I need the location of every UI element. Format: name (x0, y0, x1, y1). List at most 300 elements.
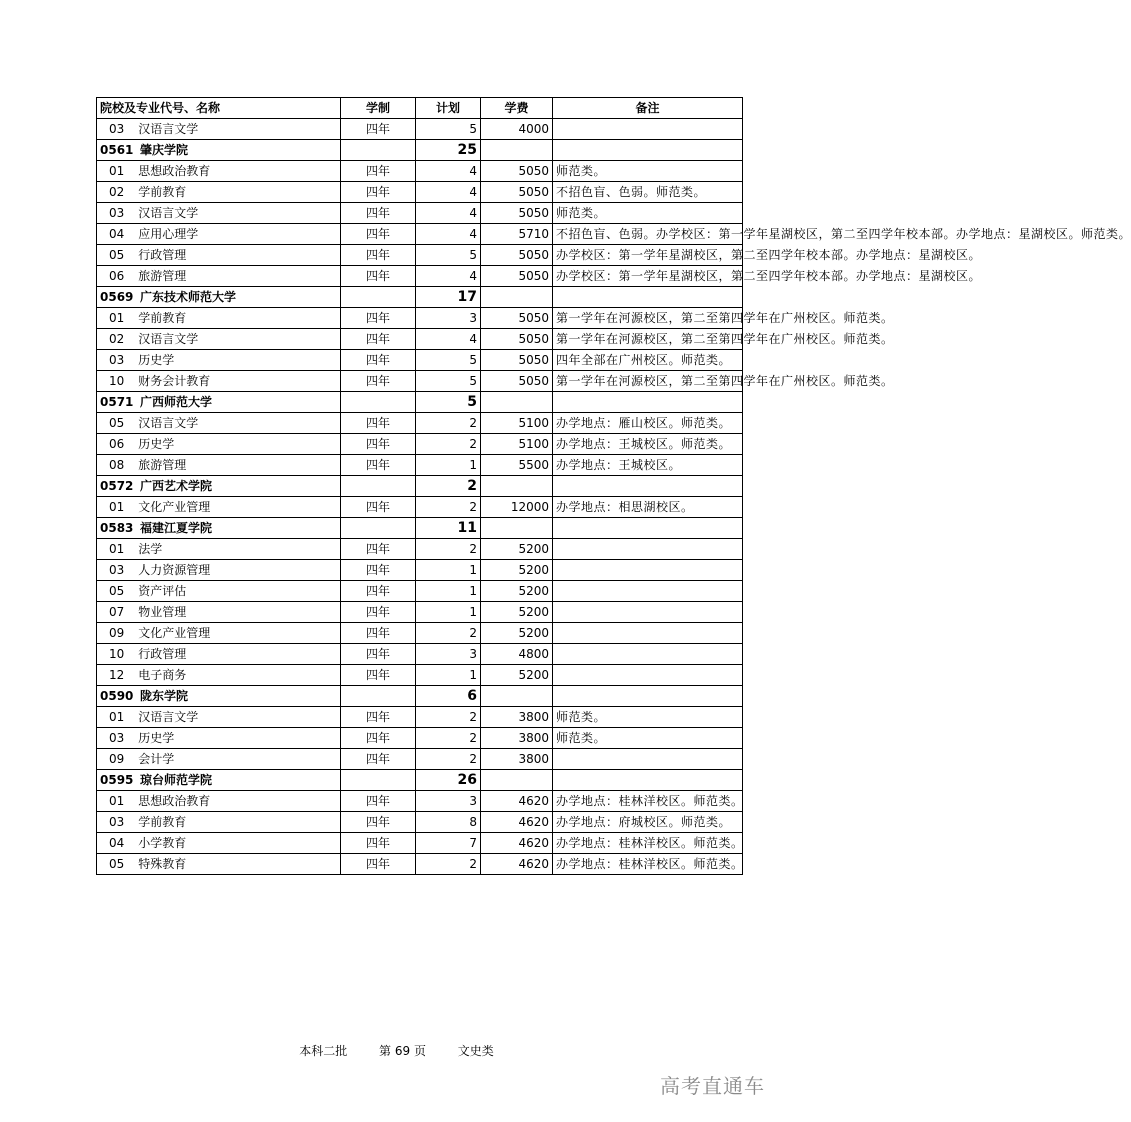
major-plan: 5 (416, 350, 481, 371)
major-row (97, 203, 743, 224)
major-plan: 3 (416, 644, 481, 665)
major-duration: 四年 (341, 812, 416, 833)
school-plan-total: 5 (416, 392, 481, 413)
major-tuition: 4800 (481, 644, 553, 665)
school-tuition-cell (481, 392, 553, 413)
major-duration: 四年 (341, 308, 416, 329)
major-duration: 四年 (341, 329, 416, 350)
major-duration: 四年 (341, 581, 416, 602)
major-row (97, 581, 743, 602)
major-plan: 2 (416, 728, 481, 749)
major-note: 办学地点：府城校区。师范类。 (553, 812, 743, 833)
major-duration: 四年 (341, 245, 416, 266)
school-duration-cell (341, 140, 416, 161)
major-tuition: 4620 (481, 833, 553, 854)
table-body (97, 119, 1131, 875)
major-note: 办学地点：桂林洋校区。师范类。 (553, 791, 743, 812)
major-name-cell (97, 539, 341, 560)
major-note: 师范类。 (553, 161, 743, 182)
major-duration: 四年 (341, 161, 416, 182)
major-note: 办学校区：第一学年星湖校区，第二至四学年校本部。办学地点：星湖校区。 (553, 245, 743, 266)
school-name-cell (97, 686, 341, 707)
major-row (97, 812, 743, 833)
major-name: 旅游管理 (138, 269, 187, 283)
major-name-cell (97, 644, 341, 665)
major-row (97, 497, 743, 518)
major-note (553, 560, 743, 581)
school-row (97, 287, 743, 308)
major-duration: 四年 (341, 497, 416, 518)
major-row (97, 245, 743, 266)
major-row (97, 350, 743, 371)
school-duration-cell (341, 686, 416, 707)
major-code: 07 (109, 605, 125, 619)
major-name-cell (97, 581, 341, 602)
major-tuition: 5050 (481, 371, 553, 392)
major-name: 资产评估 (138, 584, 187, 598)
header-tuition: 学费 (481, 98, 553, 119)
major-row (97, 182, 743, 203)
major-name-cell (97, 224, 341, 245)
major-plan: 5 (416, 371, 481, 392)
major-name-cell (97, 350, 341, 371)
school-code: 0595 (100, 773, 134, 787)
major-name-cell (97, 434, 341, 455)
school-duration-cell (341, 770, 416, 791)
major-name-cell (97, 182, 341, 203)
school-name: 广西艺术学院 (140, 479, 213, 493)
school-code: 0561 (100, 143, 134, 157)
major-name-cell (97, 812, 341, 833)
major-name: 历史学 (138, 353, 175, 367)
major-code: 01 (109, 710, 125, 724)
major-code: 06 (109, 437, 125, 451)
major-tuition: 5050 (481, 182, 553, 203)
school-name-cell (97, 287, 341, 308)
major-note: 第一学年在河源校区，第二至第四学年在广州校区。师范类。 (553, 308, 743, 329)
major-note (553, 644, 743, 665)
school-row (97, 518, 743, 539)
major-plan: 4 (416, 161, 481, 182)
school-row (97, 140, 743, 161)
major-duration: 四年 (341, 350, 416, 371)
major-row (97, 791, 743, 812)
major-row (97, 413, 743, 434)
major-tuition: 3800 (481, 749, 553, 770)
major-tuition: 5050 (481, 266, 553, 287)
major-code: 03 (109, 731, 125, 745)
major-name: 学前教育 (138, 815, 187, 829)
major-name: 特殊教育 (138, 857, 187, 871)
school-name-cell (97, 518, 341, 539)
major-tuition: 5050 (481, 245, 553, 266)
major-row (97, 224, 743, 245)
major-name-cell (97, 266, 341, 287)
major-note: 第一学年在河源校区，第二至第四学年在广州校区。师范类。 (553, 329, 743, 350)
major-plan: 1 (416, 581, 481, 602)
major-note (553, 665, 743, 686)
school-tuition-cell (481, 686, 553, 707)
major-name-cell (97, 728, 341, 749)
major-row (97, 707, 743, 728)
major-row (97, 833, 743, 854)
major-plan: 1 (416, 560, 481, 581)
major-row (97, 119, 743, 140)
major-note: 第一学年在河源校区，第二至第四学年在广州校区。师范类。 (553, 371, 743, 392)
school-row (97, 770, 743, 791)
major-name: 汉语言文学 (138, 122, 199, 136)
major-name-cell (97, 602, 341, 623)
major-row (97, 266, 743, 287)
major-duration: 四年 (341, 665, 416, 686)
major-code: 01 (109, 164, 125, 178)
major-name-cell (97, 707, 341, 728)
major-note: 办学地点：桂林洋校区。师范类。 (553, 854, 743, 875)
major-plan: 2 (416, 413, 481, 434)
major-name-cell (97, 833, 341, 854)
major-tuition: 4000 (481, 119, 553, 140)
major-name: 旅游管理 (138, 458, 187, 472)
major-plan: 4 (416, 329, 481, 350)
major-tuition: 5050 (481, 350, 553, 371)
major-duration: 四年 (341, 119, 416, 140)
footer-batch: 本科二批 (299, 1044, 348, 1058)
major-duration: 四年 (341, 266, 416, 287)
school-name: 肇庆学院 (140, 143, 189, 157)
major-name-cell (97, 371, 341, 392)
school-note-cell (553, 770, 743, 791)
school-note-cell (553, 287, 743, 308)
major-name: 法学 (138, 542, 163, 556)
school-name-cell (97, 140, 341, 161)
school-row (97, 476, 743, 497)
header-duration: 学制 (341, 98, 416, 119)
school-plan-total: 25 (416, 140, 481, 161)
major-plan: 2 (416, 434, 481, 455)
major-name: 学前教育 (138, 185, 187, 199)
major-plan: 3 (416, 308, 481, 329)
major-plan: 4 (416, 182, 481, 203)
major-name: 电子商务 (138, 668, 187, 682)
major-code: 04 (109, 836, 125, 850)
major-note: 师范类。 (553, 203, 743, 224)
major-code: 03 (109, 206, 125, 220)
major-row (97, 371, 743, 392)
major-name: 汉语言文学 (138, 710, 199, 724)
major-name: 文化产业管理 (138, 500, 211, 514)
major-tuition: 5200 (481, 539, 553, 560)
school-name: 琼台师范学院 (140, 773, 213, 787)
school-note-cell (553, 392, 743, 413)
major-duration: 四年 (341, 182, 416, 203)
major-code: 10 (109, 374, 125, 388)
school-code: 0571 (100, 395, 134, 409)
major-code: 12 (109, 668, 125, 682)
major-code: 01 (109, 311, 125, 325)
major-duration: 四年 (341, 560, 416, 581)
major-note: 办学校区：第一学年星湖校区，第二至四学年校本部。办学地点：星湖校区。 (553, 266, 743, 287)
school-name: 陇东学院 (140, 689, 189, 703)
major-duration: 四年 (341, 224, 416, 245)
major-tuition: 12000 (481, 497, 553, 518)
major-name-cell (97, 329, 341, 350)
major-row (97, 455, 743, 476)
major-plan: 2 (416, 707, 481, 728)
major-name: 会计学 (138, 752, 175, 766)
major-plan: 4 (416, 266, 481, 287)
major-code: 03 (109, 563, 125, 577)
major-name-cell (97, 413, 341, 434)
major-note (553, 602, 743, 623)
major-note: 办学地点：王城校区。师范类。 (553, 434, 743, 455)
major-note: 四年全部在广州校区。师范类。 (553, 350, 743, 371)
major-note (553, 539, 743, 560)
school-name: 广东技术师范大学 (140, 290, 237, 304)
major-row (97, 623, 743, 644)
major-note: 不招色盲、色弱。师范类。 (553, 182, 743, 203)
footer-page: 第 69 页 (379, 1044, 426, 1058)
major-row (97, 161, 743, 182)
major-code: 06 (109, 269, 125, 283)
major-name-cell (97, 308, 341, 329)
major-name-cell (97, 854, 341, 875)
major-name: 汉语言文学 (138, 206, 199, 220)
major-name: 汉语言文学 (138, 416, 199, 430)
major-name-cell (97, 119, 341, 140)
major-name: 小学教育 (138, 836, 187, 850)
major-code: 01 (109, 794, 125, 808)
major-tuition: 5050 (481, 329, 553, 350)
major-duration: 四年 (341, 707, 416, 728)
admission-plan-table (96, 97, 1131, 875)
major-duration: 四年 (341, 854, 416, 875)
major-duration: 四年 (341, 371, 416, 392)
major-plan: 8 (416, 812, 481, 833)
school-duration-cell (341, 392, 416, 413)
major-name-cell (97, 245, 341, 266)
school-duration-cell (341, 287, 416, 308)
major-name-cell (97, 161, 341, 182)
major-tuition: 4620 (481, 791, 553, 812)
major-duration: 四年 (341, 455, 416, 476)
major-note: 办学地点：相思湖校区。 (553, 497, 743, 518)
major-note (553, 581, 743, 602)
major-name-cell (97, 623, 341, 644)
major-code: 10 (109, 647, 125, 661)
major-name: 历史学 (138, 731, 175, 745)
major-plan: 1 (416, 665, 481, 686)
major-name-cell (97, 497, 341, 518)
major-tuition: 4620 (481, 854, 553, 875)
major-code: 08 (109, 458, 125, 472)
major-code: 02 (109, 185, 125, 199)
major-name-cell (97, 455, 341, 476)
major-name: 文化产业管理 (138, 626, 211, 640)
major-code: 05 (109, 584, 125, 598)
school-name: 广西师范大学 (140, 395, 213, 409)
major-row (97, 539, 743, 560)
school-code: 0583 (100, 521, 134, 535)
major-duration: 四年 (341, 833, 416, 854)
header-note: 备注 (553, 98, 743, 119)
major-code: 09 (109, 752, 125, 766)
major-name-cell (97, 791, 341, 812)
major-plan: 4 (416, 224, 481, 245)
major-note: 办学地点：桂林洋校区。师范类。 (553, 833, 743, 854)
major-tuition: 5200 (481, 581, 553, 602)
major-row (97, 728, 743, 749)
major-code: 01 (109, 542, 125, 556)
school-plan-total: 6 (416, 686, 481, 707)
major-plan: 2 (416, 539, 481, 560)
major-tuition: 5200 (481, 623, 553, 644)
major-row (97, 434, 743, 455)
school-name-cell (97, 392, 341, 413)
major-name: 思想政治教育 (138, 164, 211, 178)
major-code: 03 (109, 815, 125, 829)
major-duration: 四年 (341, 644, 416, 665)
major-code: 03 (109, 353, 125, 367)
school-note-cell (553, 140, 743, 161)
major-duration: 四年 (341, 623, 416, 644)
major-plan: 2 (416, 497, 481, 518)
major-row (97, 308, 743, 329)
major-name-cell (97, 749, 341, 770)
major-code: 05 (109, 248, 125, 262)
school-tuition-cell (481, 287, 553, 308)
school-tuition-cell (481, 770, 553, 791)
major-name: 历史学 (138, 437, 175, 451)
major-name: 思想政治教育 (138, 794, 211, 808)
major-note: 办学地点：雁山校区。师范类。 (553, 413, 743, 434)
school-note-cell (553, 476, 743, 497)
major-note: 办学地点：王城校区。 (553, 455, 743, 476)
school-note-cell (553, 518, 743, 539)
major-plan: 1 (416, 455, 481, 476)
school-name: 福建江夏学院 (140, 521, 213, 535)
school-note-cell (553, 686, 743, 707)
major-tuition: 5500 (481, 455, 553, 476)
major-note (553, 119, 743, 140)
school-tuition-cell (481, 140, 553, 161)
major-duration: 四年 (341, 749, 416, 770)
major-row (97, 854, 743, 875)
school-plan-total: 2 (416, 476, 481, 497)
major-plan: 2 (416, 623, 481, 644)
major-note (553, 623, 743, 644)
major-name-cell (97, 665, 341, 686)
major-name: 应用心理学 (138, 227, 199, 241)
major-duration: 四年 (341, 413, 416, 434)
major-code: 05 (109, 416, 125, 430)
header-plan: 计划 (416, 98, 481, 119)
major-row (97, 749, 743, 770)
major-row (97, 602, 743, 623)
major-name-cell (97, 203, 341, 224)
major-note (553, 749, 743, 770)
school-duration-cell (341, 476, 416, 497)
school-plan-total: 11 (416, 518, 481, 539)
school-row (97, 392, 743, 413)
footer-category: 文史类 (457, 1044, 494, 1058)
major-tuition: 3800 (481, 707, 553, 728)
major-name: 汉语言文学 (138, 332, 199, 346)
school-name-cell (97, 770, 341, 791)
major-tuition: 5050 (481, 203, 553, 224)
school-duration-cell (341, 518, 416, 539)
major-plan: 5 (416, 245, 481, 266)
major-plan: 2 (416, 749, 481, 770)
school-plan-total: 17 (416, 287, 481, 308)
major-code: 01 (109, 500, 125, 514)
school-tuition-cell (481, 476, 553, 497)
major-note: 师范类。 (553, 728, 743, 749)
major-tuition: 5050 (481, 308, 553, 329)
school-plan-total: 26 (416, 770, 481, 791)
major-plan: 4 (416, 203, 481, 224)
major-row (97, 644, 743, 665)
major-tuition: 5200 (481, 665, 553, 686)
school-code: 0569 (100, 290, 134, 304)
major-name: 物业管理 (138, 605, 187, 619)
school-code: 0590 (100, 689, 134, 703)
major-note: 不招色盲、色弱。办学校区：第一学年星湖校区，第二至四学年校本部。办学地点：星湖校区。师范类。 (553, 224, 743, 245)
major-name: 人力资源管理 (138, 563, 211, 577)
page-footer (0, 1042, 793, 1059)
major-code: 02 (109, 332, 125, 346)
major-plan: 5 (416, 119, 481, 140)
major-row (97, 560, 743, 581)
major-tuition: 5200 (481, 560, 553, 581)
major-name: 行政管理 (138, 647, 187, 661)
major-tuition: 5100 (481, 434, 553, 455)
school-code: 0572 (100, 479, 134, 493)
major-code: 04 (109, 227, 125, 241)
major-plan: 2 (416, 854, 481, 875)
major-name: 行政管理 (138, 248, 187, 262)
major-name-cell (97, 560, 341, 581)
major-code: 09 (109, 626, 125, 640)
major-note: 师范类。 (553, 707, 743, 728)
major-duration: 四年 (341, 602, 416, 623)
major-tuition: 3800 (481, 728, 553, 749)
major-duration: 四年 (341, 539, 416, 560)
major-plan: 7 (416, 833, 481, 854)
major-plan: 1 (416, 602, 481, 623)
major-tuition: 5050 (481, 161, 553, 182)
major-tuition: 5710 (481, 224, 553, 245)
major-row (97, 665, 743, 686)
major-plan: 3 (416, 791, 481, 812)
major-code: 03 (109, 122, 125, 136)
header-name: 院校及专业代号、名称 (97, 98, 341, 119)
major-duration: 四年 (341, 728, 416, 749)
header-row (97, 98, 743, 119)
major-duration: 四年 (341, 434, 416, 455)
major-code: 05 (109, 857, 125, 871)
major-tuition: 4620 (481, 812, 553, 833)
school-tuition-cell (481, 518, 553, 539)
major-duration: 四年 (341, 203, 416, 224)
major-row (97, 329, 743, 350)
school-name-cell (97, 476, 341, 497)
major-tuition: 5200 (481, 602, 553, 623)
major-name: 财务会计教育 (138, 374, 211, 388)
major-tuition: 5100 (481, 413, 553, 434)
school-row (97, 686, 743, 707)
watermark: 高考直通车 (660, 1074, 765, 1098)
major-name: 学前教育 (138, 311, 187, 325)
